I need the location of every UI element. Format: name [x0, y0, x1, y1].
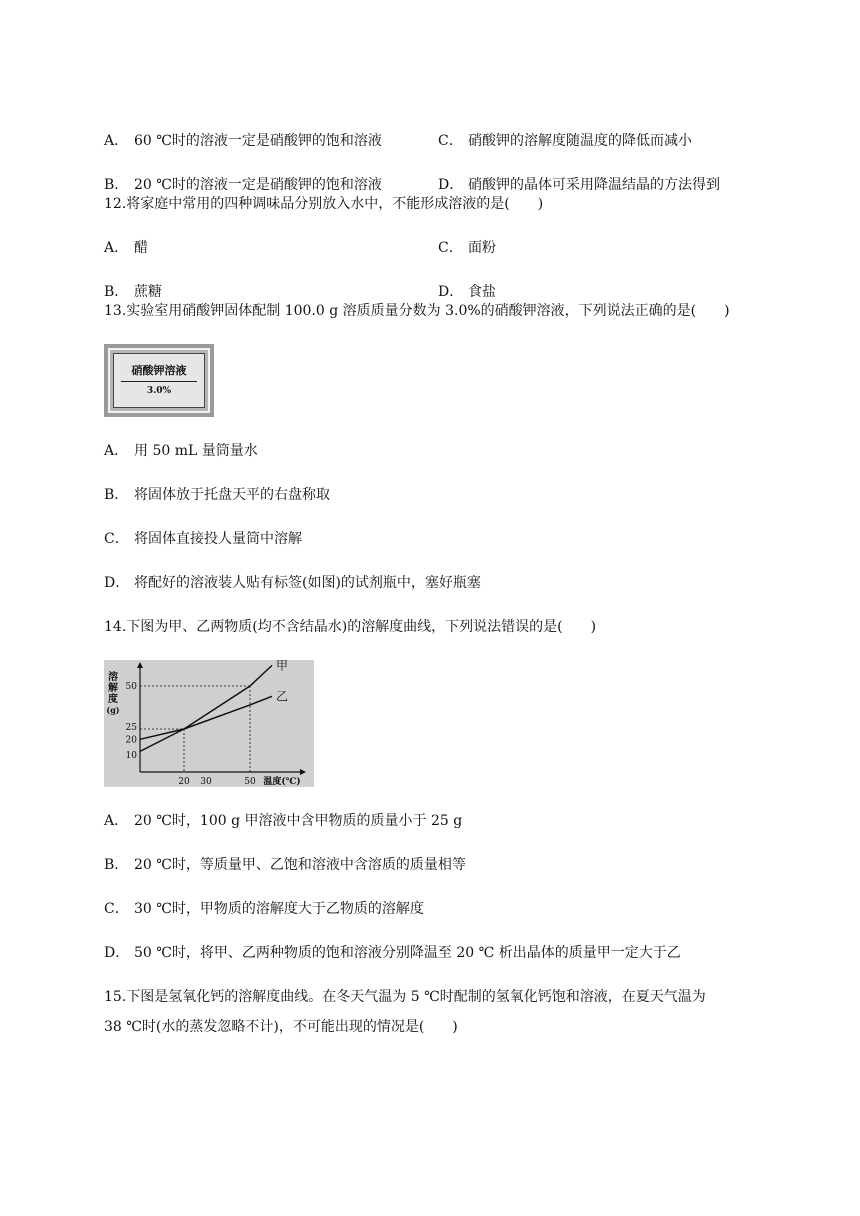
y-tick-label: 50 — [125, 682, 137, 692]
y-axis-label-part: 解 — [108, 683, 118, 694]
q15-stem-line-2: 38 ℃时(水的蒸发忽略不计)，不可能出现的情况是( ) — [104, 1019, 458, 1035]
q14-option-c — [104, 899, 424, 919]
q11-option-c — [438, 131, 692, 151]
q11-option-a — [104, 131, 382, 151]
series-line-jia — [140, 665, 272, 751]
option-key: A． — [104, 813, 129, 829]
chart-guides — [140, 686, 250, 772]
q14-option-b — [104, 855, 466, 875]
chart-series — [140, 665, 272, 751]
y-axis-label-part: (g) — [106, 705, 120, 715]
q12-option-c — [438, 238, 496, 258]
option-key: D． — [104, 575, 130, 591]
option-key: C． — [438, 133, 463, 149]
option-text: 硝酸钾的溶解度随温度的降低而减小 — [468, 133, 692, 149]
option-text: 用 50 mL 量筒量水 — [134, 443, 258, 459]
series-line-yi — [140, 696, 272, 739]
reagent-label-title: 硝酸钾溶液 — [131, 364, 187, 377]
option-key: C． — [104, 531, 129, 547]
y-tick-label: 20 — [125, 735, 137, 746]
x-axis-arrow — [300, 769, 306, 775]
series-label-jia: 甲 — [276, 660, 289, 673]
x-tick-label: 30 — [200, 777, 212, 787]
option-text: 50 ℃时，将甲、乙两种物质的饱和溶液分别降温至 20 ℃ 析出晶体的质量甲一定大于乙 — [134, 945, 681, 961]
option-key: D． — [438, 177, 464, 193]
option-text: 硝酸钾的晶体可采用降温结晶的方法得到 — [468, 177, 720, 193]
solubility-chart-svg — [104, 660, 314, 787]
solubility-chart — [104, 660, 314, 787]
option-key: A． — [104, 133, 129, 149]
option-text: 20 ℃时的溶液一定是硝酸钾的饱和溶液 — [134, 177, 382, 193]
q14-option-d — [104, 943, 681, 963]
option-key: B． — [104, 284, 129, 300]
option-text: 将固体放于托盘天平的右盘称取 — [134, 487, 330, 503]
option-key: C． — [438, 240, 463, 256]
option-key: D． — [104, 945, 130, 961]
q12-option-d — [438, 282, 496, 302]
q13-stem: 13.实验室用硝酸钾固体配制 100.0 g 溶质质量分数为 3.0%的硝酸钾溶液，下列说法正确的是( ) — [104, 303, 730, 319]
x-axis-label: 温度(℃) — [263, 777, 301, 787]
y-axis-label-part: 度 — [108, 694, 118, 705]
option-text: 将固体直接投人量筒中溶解 — [134, 531, 302, 547]
chart-ticks — [126, 682, 256, 787]
series-label-yi: 乙 — [276, 689, 289, 704]
reagent-label-core — [113, 353, 205, 408]
y-tick-label: 25 — [125, 723, 137, 733]
x-tick-label: 50 — [244, 777, 256, 787]
option-text: 醋 — [134, 240, 148, 256]
option-key: B． — [104, 487, 129, 503]
q13-option-c — [104, 529, 302, 549]
option-text: 20 ℃时，等质量甲、乙饱和溶液中含溶质的质量相等 — [134, 857, 466, 873]
q12-option-b — [104, 282, 162, 302]
x-tick-label: 20 — [178, 777, 190, 787]
option-text: 20 ℃时，100 g 甲溶液中含甲物质的质量小于 25 g — [134, 813, 463, 829]
option-key: C． — [104, 901, 129, 917]
option-key: A． — [104, 443, 129, 459]
q13-option-d — [104, 573, 481, 593]
reagent-label-value: 3.0% — [146, 386, 172, 396]
chart-axes — [137, 662, 306, 775]
q14-stem: 14.下图为甲、乙两物质(均不含结晶水)的溶解度曲线，下列说法错误的是( ) — [104, 619, 597, 635]
option-text: 蔗糖 — [134, 284, 162, 300]
option-text: 30 ℃时，甲物质的溶解度大于乙物质的溶解度 — [134, 901, 424, 917]
y-axis-label-part: 溶 — [108, 672, 118, 683]
option-text: 面粉 — [468, 240, 496, 256]
q11-option-d — [438, 175, 720, 195]
reagent-label-frame — [108, 348, 210, 413]
q11-option-b — [104, 175, 382, 195]
option-key: D． — [438, 284, 464, 300]
option-key: B． — [104, 177, 129, 193]
q13-option-b — [104, 485, 330, 505]
y-tick-label: 10 — [125, 750, 137, 761]
q13-option-a — [104, 441, 258, 461]
q15-stem-line-1: 15.下图是氢氧化钙的溶解度曲线。在冬天气温为 5 ℃时配制的氢氧化钙饱和溶液，在夏天气温为 — [104, 989, 706, 1005]
reagent-label-image — [104, 344, 214, 417]
y-axis-arrow — [137, 662, 143, 668]
option-text: 将配好的溶液装人贴有标签(如图)的试剂瓶中，塞好瓶塞 — [134, 575, 481, 591]
option-key: A． — [104, 240, 129, 256]
option-key: B． — [104, 857, 129, 873]
q14-option-a — [104, 811, 462, 831]
q12-option-a — [104, 238, 148, 258]
option-text: 食盐 — [468, 284, 496, 300]
reagent-label-divider — [121, 381, 197, 382]
q12-stem: 12.将家庭中常用的四种调味品分别放入水中，不能形成溶液的是( ) — [104, 196, 544, 212]
option-text: 60 ℃时的溶液一定是硝酸钾的饱和溶液 — [134, 133, 382, 149]
